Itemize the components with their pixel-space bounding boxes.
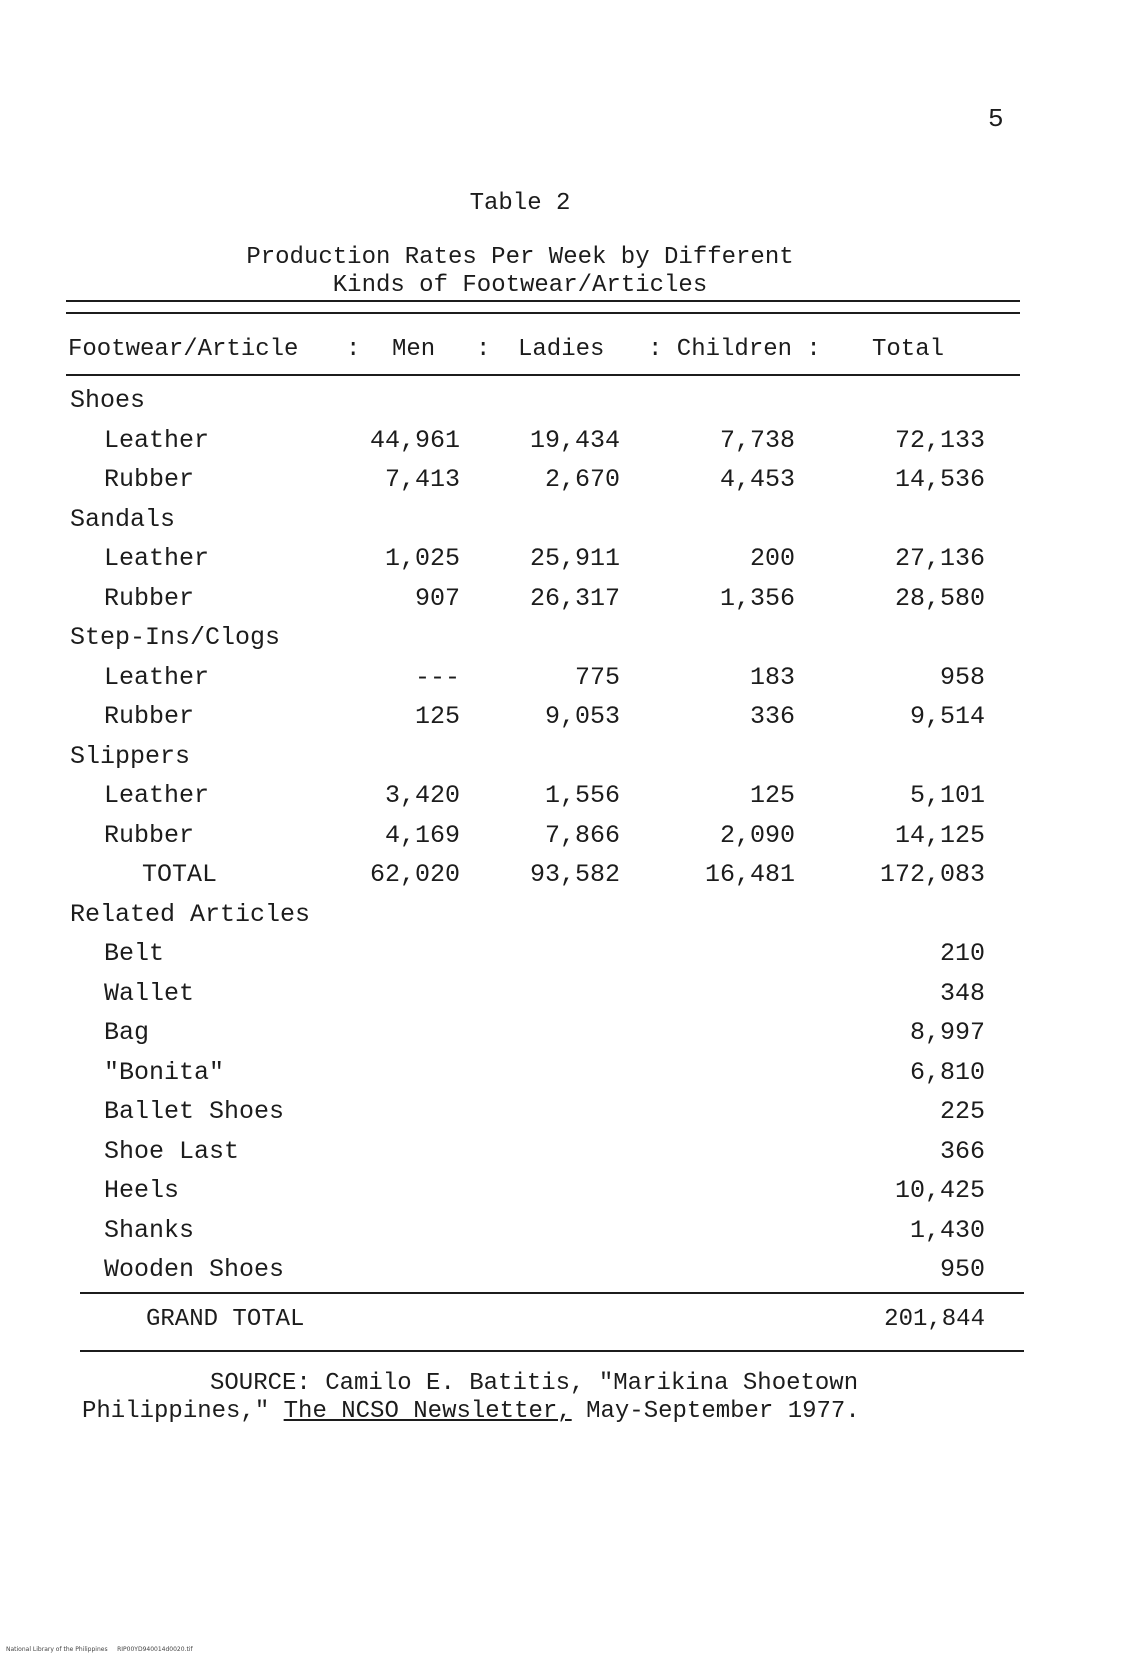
item-label: Leather <box>104 544 210 573</box>
table-row <box>0 663 1141 703</box>
total-value: 14,125 <box>894 820 985 850</box>
men-value: 125 <box>414 702 460 731</box>
source-note <box>82 1370 982 1426</box>
total-value: 10,425 <box>894 1176 985 1205</box>
ladies-value: 7,866 <box>544 820 620 850</box>
source-text: Philippines," <box>82 1398 270 1425</box>
header-total: Total <box>872 336 945 363</box>
item-label: Leather <box>104 662 210 692</box>
table-row <box>0 742 1141 782</box>
total-value: 225 <box>939 1097 985 1126</box>
table-row <box>0 1216 1141 1256</box>
men-value: 4,169 <box>384 820 460 850</box>
ladies-value: 26,317 <box>529 583 620 613</box>
grand-total-label: GRAND TOTAL <box>146 1306 305 1333</box>
total-value: 5,101 <box>909 781 985 810</box>
men-value: 3,420 <box>384 781 460 810</box>
children-value: 16,481 <box>704 860 795 889</box>
header-separator: : <box>476 336 491 363</box>
children-value: 183 <box>749 662 795 692</box>
category-label: Slippers <box>70 741 191 771</box>
category-label: Step-Ins/Clogs <box>70 623 281 652</box>
table-row <box>0 1097 1141 1137</box>
column-header-row <box>68 336 1018 370</box>
children-value: 4,453 <box>719 465 795 494</box>
children-value: 7,738 <box>719 425 795 455</box>
total-value: 950 <box>939 1255 985 1284</box>
item-label: Rubber <box>104 702 195 731</box>
header-separator: : <box>346 336 361 363</box>
table-label: Table 2 <box>469 190 571 217</box>
category-label: Sandals <box>70 504 176 534</box>
total-value: 366 <box>939 1136 985 1166</box>
table-row <box>0 623 1141 663</box>
children-value: 336 <box>749 702 795 731</box>
item-label: Rubber <box>104 465 195 494</box>
table-title-line-1: Production Rates Per Week by Different <box>246 244 794 271</box>
header-article: Footwear/Article <box>68 336 299 363</box>
total-value: 210 <box>939 939 985 968</box>
table-row <box>0 584 1141 624</box>
table-title-line-2: Kinds of Footwear/Articles <box>332 272 708 299</box>
men-value: --- <box>414 662 460 692</box>
source-date: May-September 1977. <box>586 1398 860 1425</box>
table-row <box>0 1255 1141 1295</box>
ladies-value: 2,670 <box>544 465 620 494</box>
total-value: 348 <box>939 978 985 1008</box>
total-value: 1,430 <box>909 1215 985 1245</box>
item-label: Leather <box>104 425 210 455</box>
table-row <box>0 1058 1141 1098</box>
ladies-value: 775 <box>574 662 620 692</box>
table-row <box>0 1176 1141 1216</box>
scan-footer: National Library of the Philippines RIP00YD940014d0020.tif <box>6 1646 193 1653</box>
source-line-1: SOURCE: Camilo E. Batitis, "Marikina Shoetown <box>210 1370 859 1397</box>
table-row <box>0 939 1141 979</box>
table-row <box>0 426 1141 466</box>
table-row <box>0 900 1141 940</box>
children-value: 1,356 <box>719 583 795 613</box>
total-value: 72,133 <box>894 425 985 455</box>
total-value: 27,136 <box>894 544 985 573</box>
table-row <box>0 386 1141 426</box>
ladies-value: 25,911 <box>529 544 620 573</box>
total-value: 28,580 <box>894 583 985 613</box>
total-value: 6,810 <box>909 1057 985 1087</box>
ladies-value: 93,582 <box>529 860 620 889</box>
header-ladies: Ladies <box>518 336 605 363</box>
category-label: Shoes <box>70 386 146 415</box>
table-row <box>0 979 1141 1019</box>
item-label: "Bonita" <box>104 1057 225 1087</box>
subtotal-label: TOTAL <box>142 860 218 889</box>
table-row <box>0 821 1141 861</box>
top-rule-2 <box>66 312 1020 314</box>
table-row <box>0 781 1141 821</box>
total-value: 958 <box>939 662 985 692</box>
total-value: 172,083 <box>879 860 985 889</box>
grand-total-top-rule <box>80 1292 1024 1294</box>
table-row <box>0 465 1141 505</box>
table-row <box>0 1137 1141 1177</box>
grand-total-bottom-rule <box>80 1350 1024 1352</box>
header-rule <box>66 374 1020 376</box>
table-row <box>0 544 1141 584</box>
men-value: 44,961 <box>369 425 460 455</box>
men-value: 907 <box>414 583 460 613</box>
children-value: 125 <box>749 781 795 810</box>
men-value: 62,020 <box>369 860 460 889</box>
table-row <box>0 505 1141 545</box>
table-row <box>0 702 1141 742</box>
category-label: Related Articles <box>70 899 311 929</box>
source-publication: The NCSO Newsletter, <box>283 1398 572 1425</box>
item-label: Leather <box>104 781 210 810</box>
table-row <box>0 1018 1141 1058</box>
item-label: Rubber <box>104 583 195 613</box>
header-men: Men <box>392 336 436 363</box>
item-label: Shoe Last <box>104 1136 240 1166</box>
item-label: Heels <box>104 1176 180 1205</box>
grand-total-value: 201,844 <box>884 1306 985 1333</box>
top-rule-1 <box>66 300 1020 302</box>
ladies-value: 9,053 <box>544 702 620 731</box>
grand-total-row <box>0 1306 1141 1342</box>
item-label: Shanks <box>104 1215 195 1245</box>
source-line-2 <box>82 1398 860 1425</box>
men-value: 1,025 <box>384 544 460 573</box>
item-label: Wooden Shoes <box>104 1255 285 1284</box>
children-value: 2,090 <box>719 820 795 850</box>
item-label: Bag <box>104 1018 150 1047</box>
item-label: Ballet Shoes <box>104 1097 285 1126</box>
total-value: 14,536 <box>894 465 985 494</box>
men-value: 7,413 <box>384 465 460 494</box>
ladies-value: 1,556 <box>544 781 620 810</box>
item-label: Belt <box>104 939 165 968</box>
total-value: 9,514 <box>909 702 985 731</box>
total-value: 8,997 <box>909 1018 985 1047</box>
page-number: 5 <box>988 104 1004 134</box>
item-label: Rubber <box>104 820 195 850</box>
item-label: Wallet <box>104 978 195 1008</box>
ladies-value: 19,434 <box>529 425 620 455</box>
header-children: : Children : <box>648 336 821 363</box>
table-title <box>0 244 1040 300</box>
children-value: 200 <box>749 544 795 573</box>
table-body <box>0 386 1141 1295</box>
table-row <box>0 860 1141 900</box>
